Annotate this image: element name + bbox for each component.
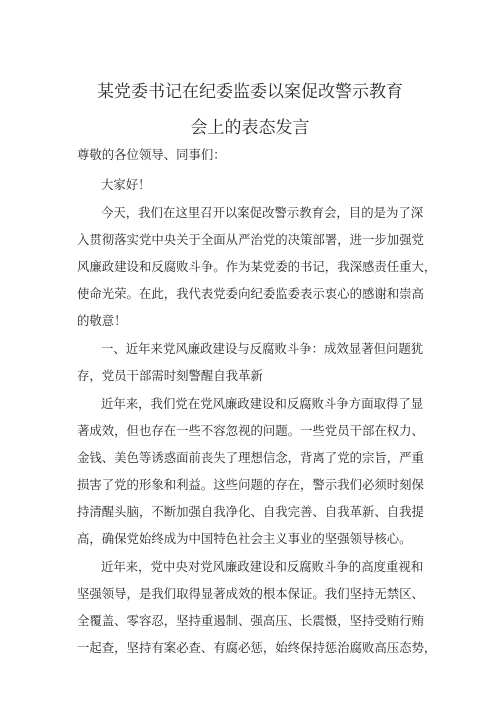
document-title-line-2: 会上的表态发言 <box>190 118 310 138</box>
greeting: 大家好！ <box>101 177 151 192</box>
body-line: 今天，我们在这里召开以案促改警示教育会，目的是为了深 <box>101 205 424 220</box>
section-heading-line: 一、近年来党风廉政建设与反腐败斗争：成效显著但问题犹 <box>101 341 424 356</box>
body-line: 金钱、美色等诱惑面前丧失了理想信念，背离了党的宗旨，严重 <box>77 450 424 465</box>
body-line: 高，确保党始终成为中国特色社会主义事业的坚强领导核心。 <box>77 531 412 546</box>
body-line: 近年来，党中央对党风廉政建设和反腐败斗争的高度重视和 <box>101 559 424 574</box>
body-line: 一起查，坚持有案必查、有腐必惩，始终保持惩治腐败高压态势， <box>77 640 437 655</box>
body-line: 入贯彻落实党中央关于全面从严治党的决策部署，进一步加强党 <box>77 232 424 247</box>
document-title-line-1: 某党委书记在纪委监委以案促改警示教育 <box>97 82 403 102</box>
body-line: 风廉政建设和反腐败斗争。作为某党委的书记，我深感责任重大， <box>77 259 437 274</box>
body-line: 坚强领导，是我们取得显著成效的根本保证。我们坚持无禁区、 <box>77 586 424 601</box>
body-line: 的敬意！ <box>77 313 127 328</box>
body-line: 近年来，我们党在党风廉政建设和反腐败斗争方面取得了显 <box>101 396 424 411</box>
salutation: 尊敬的各位领导、同事们： <box>77 147 226 162</box>
body-line: 持清醒头脑，不断加强自我净化、自我完善、自我革新、自我提 <box>77 504 424 519</box>
body-line: 全覆盖、零容忍，坚持重遏制、强高压、长震慑，坚持受贿行贿 <box>77 613 424 628</box>
body-line: 使命光荣。在此，我代表党委向纪委监委表示衷心的感谢和崇高 <box>77 286 424 301</box>
body-line: 损害了党的形象和利益。这些问题的存在，警示我们必须时刻保 <box>77 477 424 492</box>
section-heading-line: 存，党员干部需时刻警醒自我革新 <box>77 368 263 383</box>
body-line: 著成效，但也存在一些不容忽视的问题。一些党员干部在权力、 <box>77 423 424 438</box>
